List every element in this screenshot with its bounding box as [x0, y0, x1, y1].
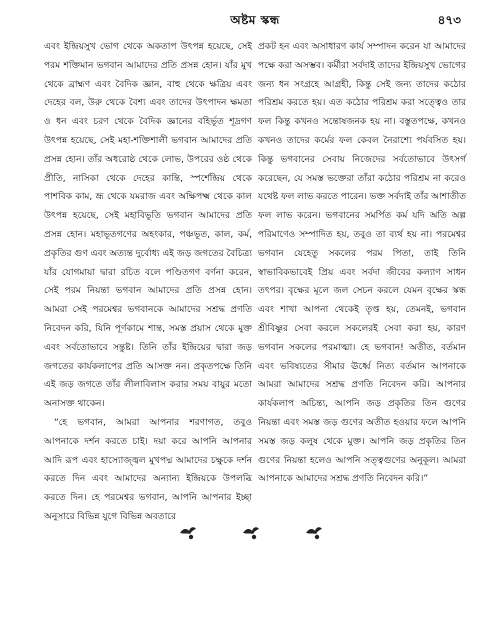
left-column [44, 38, 252, 527]
right-column [258, 38, 466, 489]
page-header [0, 12, 503, 34]
floral-ornament-icon [239, 522, 263, 542]
floral-ornament-icon [302, 522, 326, 542]
running-title: অষ্টম স্কন্ধ [230, 13, 280, 27]
section-end-ornaments [176, 520, 326, 544]
page-number: ৪৭৩ [437, 13, 461, 27]
left-paragraph-1: এবং ইন্দ্রিয়সুখ ভোগ থেকে অকতাপ উৎপন্ন হয়েছে, সেই পরম শক্তিমান ভগবান আমাদের প্রতি প্রসন্ন হোন। যাঁর মুখ থেকে ব্রাহ্মণ এবং বৈদিক জ্ঞান, বাহু থেকে ক্ষত্রিয় এবং দেহের বল, উরু থেকে বৈশ্য এবং তাদের উৎপাদন ক্ষমতা ও ধন এবং চরণ থেকে বৈদিক জ্ঞানের বহির্ভূত শূদ্রগণ উৎপন্ন হয়েছে, সেই মহা-শক্তিশালী ভগবান আমাদের প্রতি প্রসন্ন হোন। তাঁর অধরোষ্ঠ থেকে লোভ, উপরের ওষ্ঠ থেকে প্রীতি, নাসিকা থেকে দেহের কান্তি, স্পর্শেন্দ্রিয় থেকে পাশবিক কাম, ভ্রূ থেকে যমরাজ এবং অক্ষিপক্ষ্ম থেকে কাল উৎপন্ন হয়েছে, সেই মহাবিভূতি ভগবান আমাদের প্রতি প্রসন্ন হোন। মহাভূতগণের অহংকার, পঞ্চভূত, কাল, কর্ম, প্রকৃতির গুণ এবং অত্যন্ত দুর্বোধ্য এই জড় জগতের বৈচিত্র্য যাঁর যোগমায়া দ্বারা রচিত বলে পণ্ডিতগণ বর্ণনা করেন, সেই পরম নিয়ন্তা ভগবান আমাদের প্রতি প্রসন্ন হোন। আমরা সেই পরমেশ্বর ভগবানকে আমাদের সশ্রদ্ধ প্রণতি নিবেদন করি, যিনি পূর্ণকামে শান্ত, সমস্ত প্রয়াস থেকে মুক্ত এবং সর্বতোভাবে সন্তুষ্ট। তিনি তাঁর ইন্দ্রিয়ের দ্বারা জড় জগতের কার্যকলাপের প্রতি আসক্ত নন। প্রকৃতপক্ষে তিনি এই জড় জগতে তাঁর লীলাবিলাস করার সময় বায়ুর মতো অনাসক্ত থাকেন। [44, 41, 252, 410]
right-paragraph-1: প্রকট হন এবং অসাধারণ কার্য সম্পাদন করেন যা আমাদের পক্ষে করা অসম্ভব। কর্মীরা সর্বদাই তাদের ইন্দ্রিয়সুখ ভোগের জন্য ধন সংগ্রহে আগ্রহী, কিন্তু সেই জন্য তাদের কঠোর পরিশ্রম করতে হয়। এত কঠোর পরিশ্রম করা সত্ত্বেও তার ফল কিন্তু কখনও সন্তোষজনক হয় না। বস্তুতপক্ষে, কখনও কখনও তাদের কর্মের ফল কেবল নৈরাশ্যে পর্যবসিত হয়। কিন্তু ভগবানের সেবায় নিজেদের সর্বতোভাবে উৎসর্গ করেছেন, যে সমস্ত ভক্তেরা তাঁরা কঠোর পরিশ্রম না করেও যথেষ্ট ফল লাভ করতে পারেন। ভক্ত সর্বদাই তাঁর আশাতীত ফল লাভ করেন। ভগবানের সমর্পিত কর্ম যদি অতি অল্প পরিমাণেও সম্পাদিত হয়, তবুও তা ব্যর্থ হয় না। পরমেশ্বর ভগবান যেহেতু সকলের পরম পিতা, তাই তিনি স্বাভাবিকভাবেই প্রিয় এবং সর্বদা জীবের কল্যাণ সাধন তৎপর। বৃক্ষের মূলে জল সেচন করলে যেমন বৃক্ষের স্কন্ধ এবং শাখা আপনা থেকেই তৃপ্ত হয়, তেমনই, ভগবান শ্রীবিষ্ণুর সেবা করলে সকলেরই সেবা করা হয়, কারণ ভগবান সকলের পরমাত্মা। হে ভগবান! অতীত, বর্তমান এবং ভবিষ্যতের সীমার ঊর্ধ্বে নিত্য বর্তমান আপনাকে আমরা আমাদের সশ্রদ্ধ প্রণতি নিবেদন করি। আপনার কার্যকলাপ অচিন্ত্য, আপনি জড় প্রকৃতির তিন গুণের নিয়ন্তা এবং সমস্ত জড় গুণের অতীত হওয়ার ফলে আপনি সমস্ত জড় কলুষ থেকে মুক্ত। আপনি জড় প্রকৃতির তিন গুণের নিয়ন্তা হলেও আপনি সত্ত্বগুণের অনুকূল। আমরা আপনাকে আমাদের সশ্রদ্ধ প্রণতি নিবেদন করি।” [258, 41, 466, 485]
floral-ornament-icon [176, 522, 200, 542]
left-paragraph-2: “হে ভগবান, আমরা আপনার শরণাগত, তবুও আপনাকে দর্শন করতে চাই। দয়া করে আপনি আপনার আদি রূপ এবং হাস্যোজ্জ্বল মুখপদ্ম আমাদের চক্ষুকে দর্শন করতে দিন এবং আমাদের অন্যান্য ইন্দ্রিয়কে উপলব্ধি করতে দিন। হে পরমেশ্বর ভগবান, আপনি আপনার ইচ্ছা অনুসারে বিভিন্ন যুগে বিভিন্ন অবতারে [44, 416, 252, 522]
